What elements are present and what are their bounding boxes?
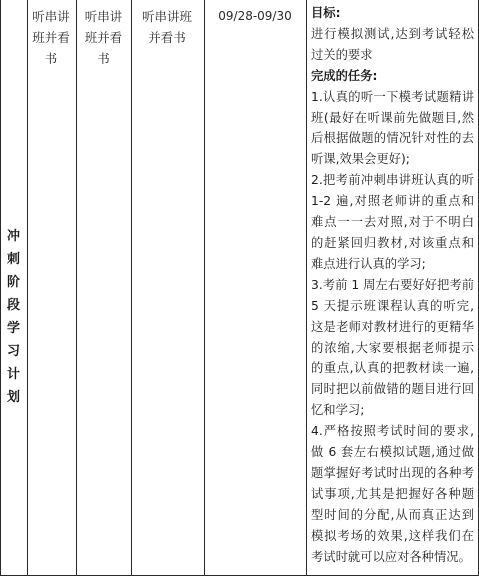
stage-char: 计 xyxy=(6,367,20,382)
date-range: 09/28-09/30 xyxy=(218,9,292,23)
tasks-heading: 完成的任务: xyxy=(311,68,378,83)
task-item: 4.严格按照考试时间的要求,做 6 套左右模拟试题,通过做题掌握好考试时出现的各种考试事项,尤其是把握好各种题型时间的分配,从而真正达到模拟考场的效果,这样我们在考试时就可以应对各种情况。 xyxy=(311,424,474,564)
stage-char: 习 xyxy=(6,344,20,359)
goal-heading: 目标: xyxy=(311,6,341,20)
table-border xyxy=(204,0,205,576)
stage-label xyxy=(0,225,27,425)
activity-cell: 听串讲班并看书 xyxy=(84,9,123,66)
activity-cell: 听串讲班并看书 xyxy=(141,9,192,45)
plan-content xyxy=(311,3,474,567)
stage-char: 划 xyxy=(6,390,20,405)
stage-char: 刺 xyxy=(6,252,20,267)
task-item: 3.考前 1 周左右要好好把考前 5 天提示班课程认真的听完,这是老师对教材进行的更精华的浓缩,大家要根据老师提示的重点,认真的把教材读一遍,同时把以前做错的题目进行回忆和学习; xyxy=(311,277,474,418)
stage-char: 冲 xyxy=(6,229,20,244)
task-item: 2.把考前冲刺串讲班认真的听 1-2 遍,对照老师讲的重点和难点一一去对照,对于不明白的赶紧回归教材,对该重点和难点进行认真的学习; xyxy=(311,173,474,271)
table-border xyxy=(131,0,132,576)
table-border xyxy=(306,0,307,576)
task-item: 1.认真的听一下模考试题精讲班(最好在听课前先做题目,然后根据做题的情况针对性的去听课,效果会更好); xyxy=(311,89,474,167)
stage-char: 学 xyxy=(6,321,20,336)
table-border xyxy=(76,0,77,576)
activity-cell: 听串讲班并看书 xyxy=(32,9,70,66)
goal-text: 进行模拟测试,达到考试轻松过关的要求 xyxy=(311,26,474,62)
table-border xyxy=(27,0,28,576)
stage-char: 段 xyxy=(6,298,20,313)
stage-char: 阶 xyxy=(6,275,20,290)
